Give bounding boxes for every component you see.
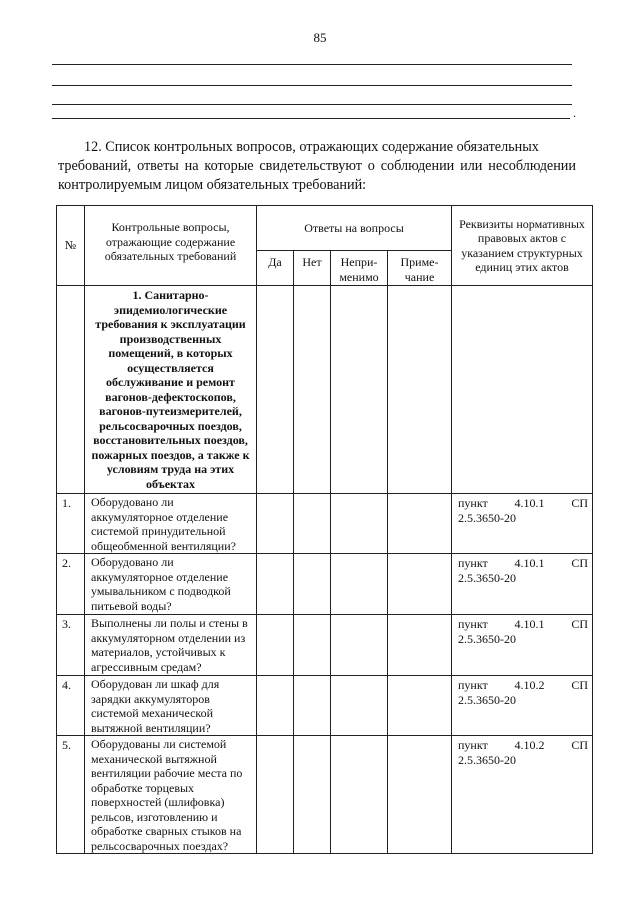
ref-code: 2.5.3650-20: [458, 631, 516, 646]
fill-line: [52, 118, 570, 119]
ref-word: пункт: [458, 556, 488, 570]
ref-code: 2.5.3650-20: [458, 752, 516, 767]
ref-point: 4.10.2: [514, 678, 545, 692]
ref-code: 2.5.3650-20: [458, 570, 516, 585]
answer-na-cell: [331, 554, 388, 615]
row-reference: [452, 615, 593, 676]
ref-point: 4.10.2: [514, 738, 545, 752]
heading-line-rest: требований, ответы на которые свидетельствуют о соблюдении или несоблюдении контролируемым лицом обязательных требований:: [58, 158, 576, 193]
answer-cell: [257, 286, 294, 494]
answer-cell: [331, 286, 388, 494]
row-reference: [452, 736, 593, 854]
reference-cell: [452, 286, 593, 494]
row-question: Оборудованы ли системой механической вытяжной вентиляции рабочие места по обработке торцевых поверхностей (шлифовка) рельсов, изготовлению и обработке сварных стыков на рельсосварочных поездах?: [85, 736, 257, 854]
header-note-line-1: Приме-: [400, 255, 439, 269]
answer-note-cell: [388, 676, 452, 736]
section-heading: [58, 138, 576, 195]
answer-na-cell: [331, 615, 388, 676]
row-number: 3.: [57, 615, 85, 676]
ref-point: 4.10.1: [514, 556, 545, 570]
checklist-table: [56, 205, 593, 854]
row-question: Оборудовано ли аккумуляторное отделение системой принудительной общеобменной вентиляции?: [85, 494, 257, 554]
table-row: [57, 554, 593, 615]
ref-code: 2.5.3650-20: [458, 692, 516, 707]
row-question: Оборудован ли шкаф для зарядки аккумуляторов системой механической вытяжной вентиляции?: [85, 676, 257, 736]
answer-note-cell: [388, 736, 452, 854]
answer-yes-cell: [257, 494, 294, 554]
header-question: Контрольные вопросы, отражающие содержание обязательных требований: [85, 206, 257, 286]
table-row: [57, 494, 593, 554]
trailing-dot: .: [573, 106, 576, 120]
answer-yes-cell: [257, 615, 294, 676]
ref-doc: СП: [571, 617, 588, 631]
header-na-line-1: Непри-: [340, 255, 378, 269]
header-yes: Да: [257, 251, 294, 286]
row-number: 4.: [57, 676, 85, 736]
answer-no-cell: [294, 494, 331, 554]
ref-point: 4.10.1: [514, 496, 545, 510]
section-number-cell: [57, 286, 85, 494]
answer-na-cell: [331, 494, 388, 554]
answer-note-cell: [388, 554, 452, 615]
answer-cell: [388, 286, 452, 494]
answer-no-cell: [294, 736, 331, 854]
fill-line: [52, 104, 572, 105]
answer-na-cell: [331, 736, 388, 854]
heading-line-1: 12. Список контрольных вопросов, отражающих содержание обязательных: [84, 139, 539, 155]
fill-line: [52, 64, 572, 65]
answer-no-cell: [294, 554, 331, 615]
answer-cell: [294, 286, 331, 494]
header-number: №: [57, 206, 85, 286]
table-row: [57, 736, 593, 854]
ref-doc: СП: [571, 678, 588, 692]
answer-note-cell: [388, 615, 452, 676]
answer-note-cell: [388, 494, 452, 554]
header-answers: Ответы на вопросы: [257, 206, 452, 251]
section-title: 1. Санитарно-эпидемиологические требования к эксплуатации производственных помещений, в которых осуществляется обслуживание и ремонт вагонов-дефектоскопов, вагонов-путеизмерителей, рельсосварочных поездов, восстановительных поездов, пожарных поездов, а также к условиям труда на этих объектах: [85, 286, 257, 494]
row-reference: [452, 494, 593, 554]
ref-doc: СП: [571, 738, 588, 752]
header-note: [388, 251, 452, 286]
row-reference: [452, 676, 593, 736]
ref-word: пункт: [458, 496, 488, 510]
answer-no-cell: [294, 676, 331, 736]
header-not-applicable: [331, 251, 388, 286]
ref-word: пункт: [458, 678, 488, 692]
ref-word: пункт: [458, 738, 488, 752]
header-references: Реквизиты нормативных правовых актов с указанием структурных единиц этих актов: [452, 206, 593, 286]
row-number: 5.: [57, 736, 85, 854]
table-row: [57, 676, 593, 736]
header-na-line-2: менимо: [339, 269, 379, 284]
answer-yes-cell: [257, 736, 294, 854]
header-no: Нет: [294, 251, 331, 286]
row-question: Оборудовано ли аккумуляторное отделение умывальником с подводкой питьевой воды?: [85, 554, 257, 615]
ref-word: пункт: [458, 617, 488, 631]
answer-no-cell: [294, 615, 331, 676]
ref-code: 2.5.3650-20: [458, 510, 516, 525]
row-question: Выполнены ли полы и стены в аккумуляторном отделении из материалов, устойчивых к агрессивным средам?: [85, 615, 257, 676]
answer-na-cell: [331, 676, 388, 736]
row-reference: [452, 554, 593, 615]
ref-point: 4.10.1: [514, 617, 545, 631]
page-number: 85: [313, 30, 327, 45]
ref-doc: СП: [571, 496, 588, 510]
row-number: 2.: [57, 554, 85, 615]
answer-yes-cell: [257, 676, 294, 736]
table-row: [57, 615, 593, 676]
header-note-line-2: чание: [404, 269, 435, 284]
row-number: 1.: [57, 494, 85, 554]
ref-doc: СП: [571, 556, 588, 570]
fill-line: [52, 85, 572, 86]
answer-yes-cell: [257, 554, 294, 615]
